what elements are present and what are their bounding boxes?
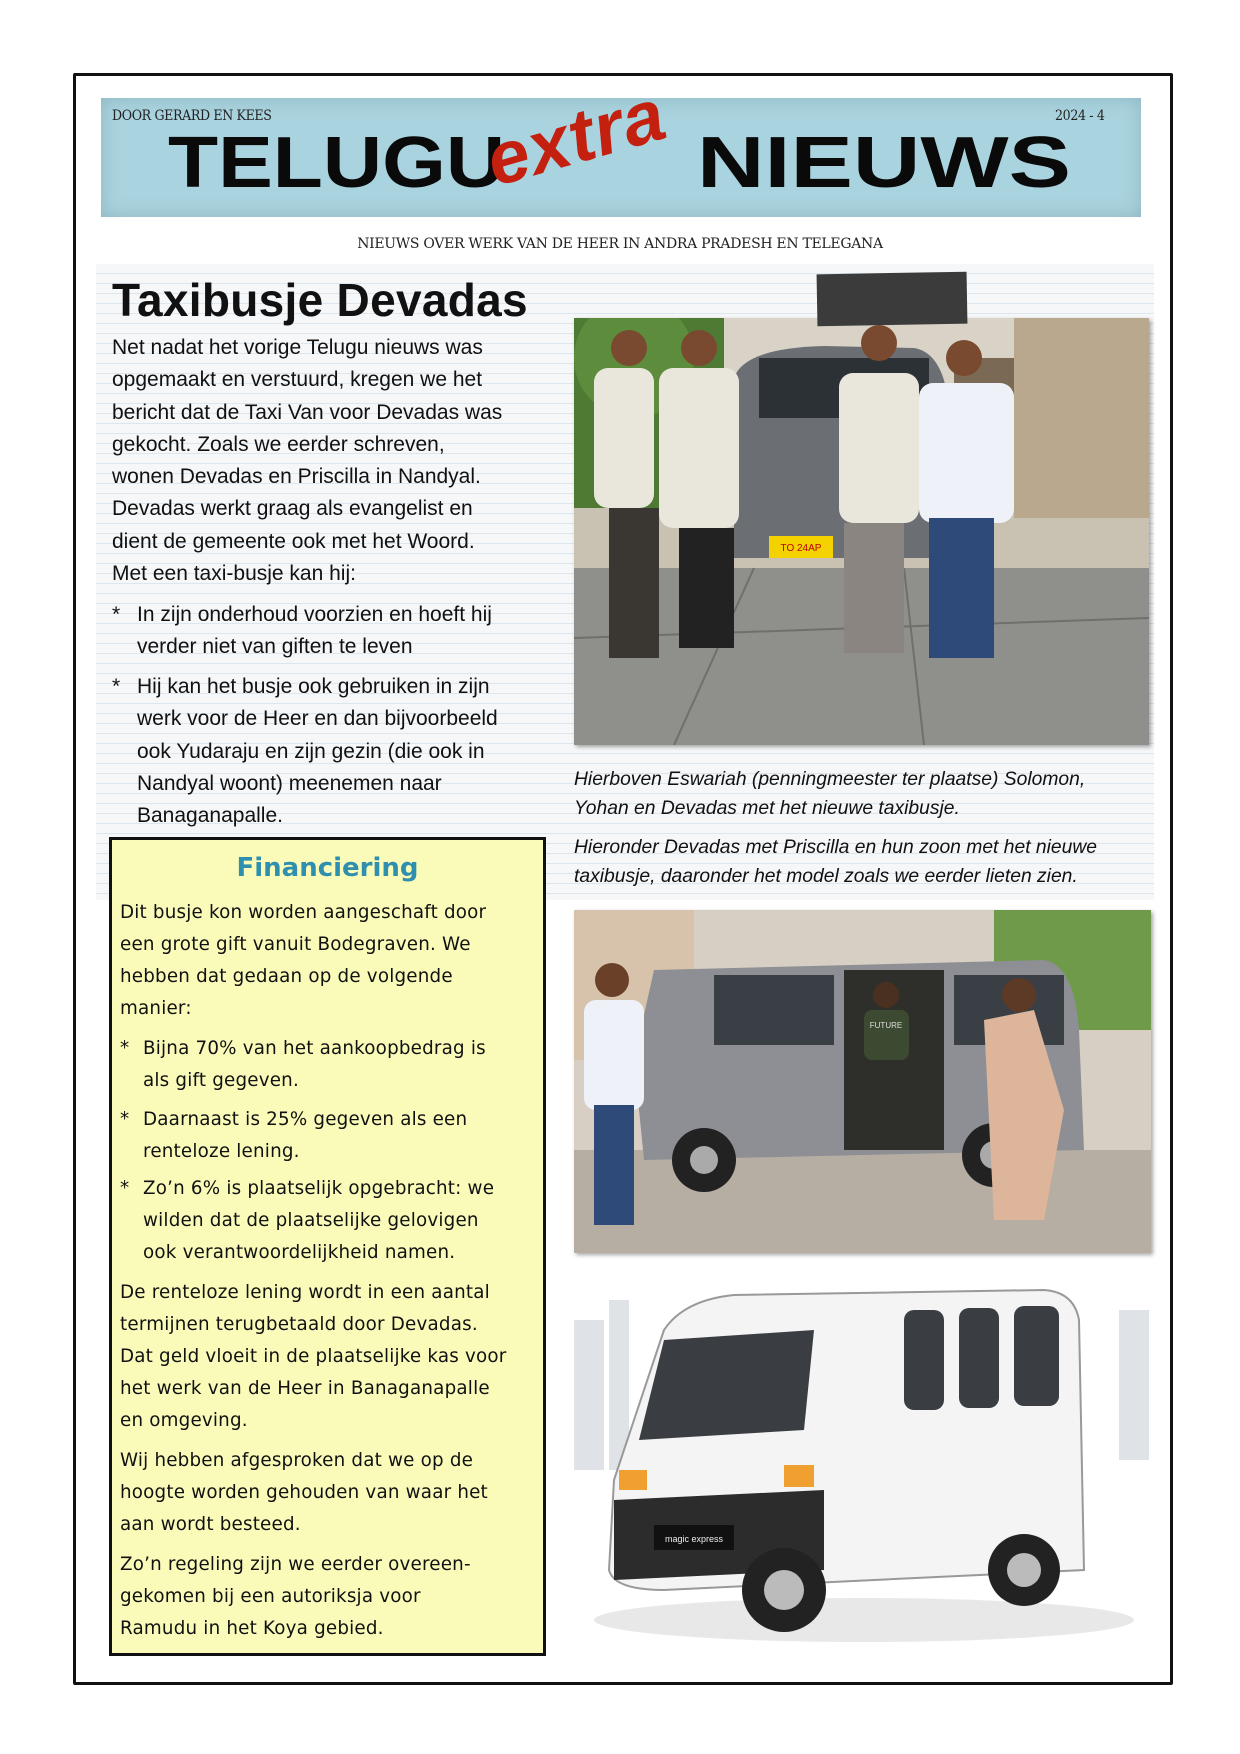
text-line: In zijn onderhoud voorzien en hoeft hij: [137, 603, 492, 626]
caption-above: [574, 765, 1085, 823]
text-line: Hieronder Devadas met Priscilla en hun zoon met het nieuwe: [574, 837, 1098, 858]
photo-family-with-van: [574, 910, 1151, 1253]
text-line: ook Yudaraju en zijn gezin (die ook in: [137, 739, 485, 763]
text-line: Banaganapalle.: [137, 804, 283, 828]
issue-number: 2024 - 4: [1055, 108, 1105, 124]
text-line: Dat geld vloeit in de plaatselijke kas voor: [120, 1346, 507, 1368]
text-line: manier:: [120, 998, 192, 1020]
text-line: ook verantwoordelijkheid namen.: [143, 1242, 456, 1264]
masthead-extra: extra: [476, 72, 675, 203]
masthead-title-left: TELUGU: [168, 122, 506, 203]
text-line: een grote gift vanuit Bodegraven. We: [120, 934, 471, 956]
text-line: Ramudu in het Koya gebied.: [120, 1618, 384, 1640]
bullet-marker: *: [120, 1178, 130, 1199]
bullet-marker: *: [112, 603, 121, 626]
text-line: werk voor de Heer en dan bijvoorbeeld: [137, 707, 498, 731]
text-line: Met een taxi-busje kan hij:: [112, 562, 356, 586]
financing-paragraph: [120, 1445, 488, 1541]
bullet-marker: *: [120, 1109, 130, 1130]
photo-group-with-van: [574, 318, 1149, 745]
article-bullet: [137, 599, 492, 664]
text-line: verder niet van giften te leven: [137, 635, 413, 659]
text-line: hebben dat gedaan op de volgende: [120, 966, 453, 988]
text-line: taxibusje, daaronder het model zoals we eerder lieten zien.: [574, 866, 1078, 887]
text-line: gekomen bij een autoriksja voor: [120, 1586, 421, 1608]
text-line: bericht dat de Taxi Van voor Devadas was: [112, 400, 503, 424]
bullet-marker: *: [120, 1038, 130, 1059]
text-line: Net nadat het vorige Telugu nieuws was: [112, 336, 483, 359]
masthead-subtitle: NIEUWS OVER WERK VAN DE HEER IN ANDRA PRADESH EN TELEGANA: [357, 236, 883, 252]
financing-bullet: [143, 1104, 467, 1168]
text-line: termijnen terugbetaald door Devadas.: [120, 1314, 478, 1336]
text-line: dient de gemeente ook met het Woord.: [112, 529, 475, 553]
text-line: aan wordt besteed.: [120, 1514, 301, 1536]
text-line: en omgeving.: [120, 1410, 248, 1432]
text-line: Dit busje kon worden aangeschaft door: [120, 902, 487, 923]
text-line: als gift gegeven.: [143, 1070, 299, 1092]
text-line: Devadas werkt graag als evangelist en: [112, 497, 473, 521]
text-line: opgemaakt en verstuurd, kregen we het: [112, 368, 483, 392]
text-line: Wij hebben afgesproken dat we op de: [120, 1450, 474, 1471]
article-intro: [112, 332, 502, 590]
text-line: Zo’n 6% is plaatselijk opgebracht: we: [143, 1178, 495, 1199]
text-line: wonen Devadas en Priscilla in Nandyal.: [112, 465, 481, 489]
photo-van-model: [574, 1270, 1149, 1652]
text-line: het werk van de Heer in Banaganapalle: [120, 1378, 490, 1400]
text-line: Hij kan het busje ook gebruiken in zijn: [137, 675, 490, 698]
financing-title: Financiering: [236, 853, 419, 883]
bullet-marker: *: [112, 675, 121, 698]
text-line: gekocht. Zoals we eerder schreven,: [112, 432, 445, 456]
text-line: Daarnaast is 25% gegeven als een: [143, 1109, 468, 1130]
financing-intro: [120, 897, 486, 1025]
text-line: renteloze lening.: [143, 1141, 300, 1163]
text-line: De renteloze lening wordt in een aantal: [120, 1282, 490, 1303]
text-line: hoogte worden gehouden van waar het: [120, 1482, 488, 1504]
masthead-title-right: NIEUWS: [697, 122, 1071, 203]
license-plate: TO 24AP: [780, 543, 822, 554]
financing-bullet: [143, 1033, 486, 1097]
financing-bullet: [143, 1173, 494, 1269]
text-line: Hierboven Eswariah (penningmeester ter plaatse) Solomon,: [574, 769, 1086, 790]
financing-paragraph: [120, 1549, 471, 1645]
article-title: Taxibusje Devadas: [112, 274, 528, 326]
text-line: wilden dat de plaatselijke gelovigen: [143, 1210, 479, 1232]
financing-paragraph: [120, 1277, 507, 1437]
text-line: Zo’n regeling zijn we eerder overeen-: [120, 1554, 471, 1575]
text-line: Yohan en Devadas met het nieuwe taxibusje.: [574, 798, 960, 819]
article-bullet: [137, 671, 498, 832]
model-badge: magic express: [664, 1534, 724, 1544]
byline: DOOR GERARD EN KEES: [112, 108, 272, 124]
text-line: Nandyal woont) meenemen naar: [137, 771, 442, 795]
shirt-print: FUTURE: [869, 1021, 903, 1030]
caption-below: [574, 833, 1097, 891]
tape-strip: [817, 272, 968, 327]
text-line: Bijna 70% van het aankoopbedrag is: [143, 1038, 486, 1059]
